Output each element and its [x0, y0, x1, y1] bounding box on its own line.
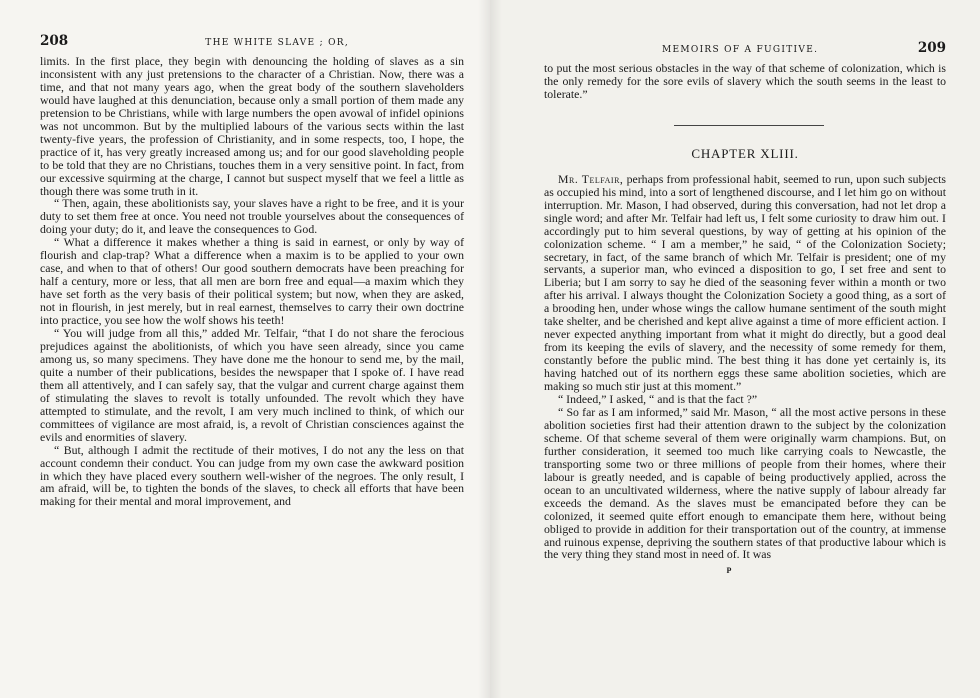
paragraph-text: perhaps from professional habit, seemed to run, upon such subjects as occupied his mind, into a sort of lengthened discourse, and I let him go on without interruption. Mr. Mason, I had observed, during this conversation, had not let drop a single word; and after Mr. Telfair had left us, I felt some curiosity to draw him out. I accordingly put to him several questions, by way of getting at his opinion of the colonization scheme. “ I am a member,” he said, “ of the Colonization Society; secretary, in fact, of the same branch of which Mr. Telfair is president; one of my servants, a superior man, who evinced a disposition to go, I set free and sent to Liberia; but I am sorry to say he died of the seasoning fever within a month or two after his arrival. I always thought the Colonization Society a good thing, as a sort of a brooding hen, under whose wings the callow humane sentiment of the south might take shelter, and be cherished and kept alive against a time of more efficient action. I never expected anything important from what it might do directly, but a good deal from its keeping the evils of slavery, and the necessity of some remedy for them, constantly before the public mind. The best thing it has done yet certainly is, its having hatched out of its northern eggs these same abolition societies, which are making so much stir just at this moment.” — [544, 171, 946, 394]
chapter-opening-words: Mr. Telfair, — [558, 171, 624, 186]
paragraph: “ Indeed,” I asked, “ and is that the fact ?” — [558, 392, 758, 407]
left-body-text — [40, 55, 464, 508]
right-page — [490, 0, 980, 698]
section-divider — [674, 125, 824, 126]
right-page-number: 209 — [917, 40, 946, 56]
left-running-title: THE WHITE SLAVE ; OR, — [205, 38, 349, 48]
left-page-number: 208 — [40, 33, 69, 49]
chapter-heading: CHAPTER XLIII. — [691, 145, 799, 161]
paragraph: “ Then, again, these abolitionists say, your slaves have a right to be free, and it is your duty to set them free at once. You need not trouble yourselves about the consequences of doing your duty; do it, and leave the consequences to God. — [40, 196, 464, 237]
paragraph: “ You will judge from all this,” added Mr. Telfair, “that I do not share the ferocious prejudices against the abolitionists, of which you have seen already, since you came among us, so many specimens. They have done me the honour to send me, by the mail, quite a number of their publications, besides the newspaper that I spoke of. I have read them all attentively, and I can safely say, that the vulgar and current charge against them of stimulating the slaves to revolt is totally unfounded. The revolt which they have attempted to stimulate, and the revolt, I am very much inclined to think, of which our committees of vigilance are most afraid, is, a revolt of Christian consciences against the evils and enormities of slavery. — [40, 326, 464, 444]
right-running-head — [544, 40, 946, 62]
paragraph: “ So far as I am informed,” said Mr. Mason, “ all the most active persons in these abolition societies first had their attention drawn to the subject by the colonization scheme. Of that scheme several of them were originally warm champions. But, on further consideration, it seemed too much like carrying coals to Newcastle, the transporting some two or three millions of people from their homes, where their labour is greatly needed, and is capable of being productively applied, across the ocean to an uncultivated wilderness, where the native supply of labour already far exceeds the demand. As the slaves must be emancipated before they can be colonized, it seemed quite effort enough to emancipate them here, without being obliged to provide in addition for their transportation out of the country, at immense and ruinous expense, depriving the southern states of that productive labour which is the very thing they stand most in need of. It was — [544, 404, 946, 562]
paragraph: “ But, although I admit the rectitude of their motives, I do not any the less on that account condemn their conduct. You can judge from my own case the awkward position in which they have placed every southern well-wisher of the negroes. The only result, I am afraid, will be, to tighten the bonds of the slaves, to check all efforts that have been making for their mental and moral improvement, and — [40, 442, 464, 509]
right-running-title: MEMOIRS OF A FUGITIVE. — [662, 45, 819, 55]
left-running-head — [40, 33, 464, 55]
continuation-paragraph: to put the most serious obstacles in the way of that scheme of colonization, which is the only remedy for the sore evils of slavery which the south seems in the least to tolerate.” — [544, 61, 946, 101]
right-body-text — [544, 62, 946, 578]
paragraph: limits. In the first place, they begin with denouncing the holding of slaves as a sin inconsistent with any just pretensions to the character of a Christian. Now, there was a time, and that not many years ago, when the great body of the southern slaveholders would have laughed at this denunciation, because only a small portion of them made any pretension to be Christians, while with large numbers the open avowal of infidel opinions was not uncommon. But by the multiplied labours of the various sects within the last twenty-five years, the profession of Christianity, and in some respects, too, I hope, the practice of it, has very greatly increased among us; and for our good slaveholding people to be told that they are no Christians, touches them in a very sensitive point. In fact, from our excessive squirming at the charge, I cannot but suspect myself that we feel a little as though there was some truth in it. — [40, 54, 464, 198]
paragraph — [544, 173, 946, 393]
book-gutter — [478, 0, 502, 698]
paragraph: “ What a difference it makes whether a thing is said in earnest, or only by way of flourish and clap-trap? What a difference when a maxim is to be applied to your own case, and when to that of others! Our good southern democrats have been preaching for half a century, more or less, that all men are born free and equal—a maxim which they have set forth as the very basis of their political system; but now, when they are asked, not in flourish, in jest merely, but in real earnest, themselves to carry their own doctrine into practice, you see how the wolf shows his teeth! — [40, 235, 464, 328]
signature-mark: P — [726, 566, 732, 576]
